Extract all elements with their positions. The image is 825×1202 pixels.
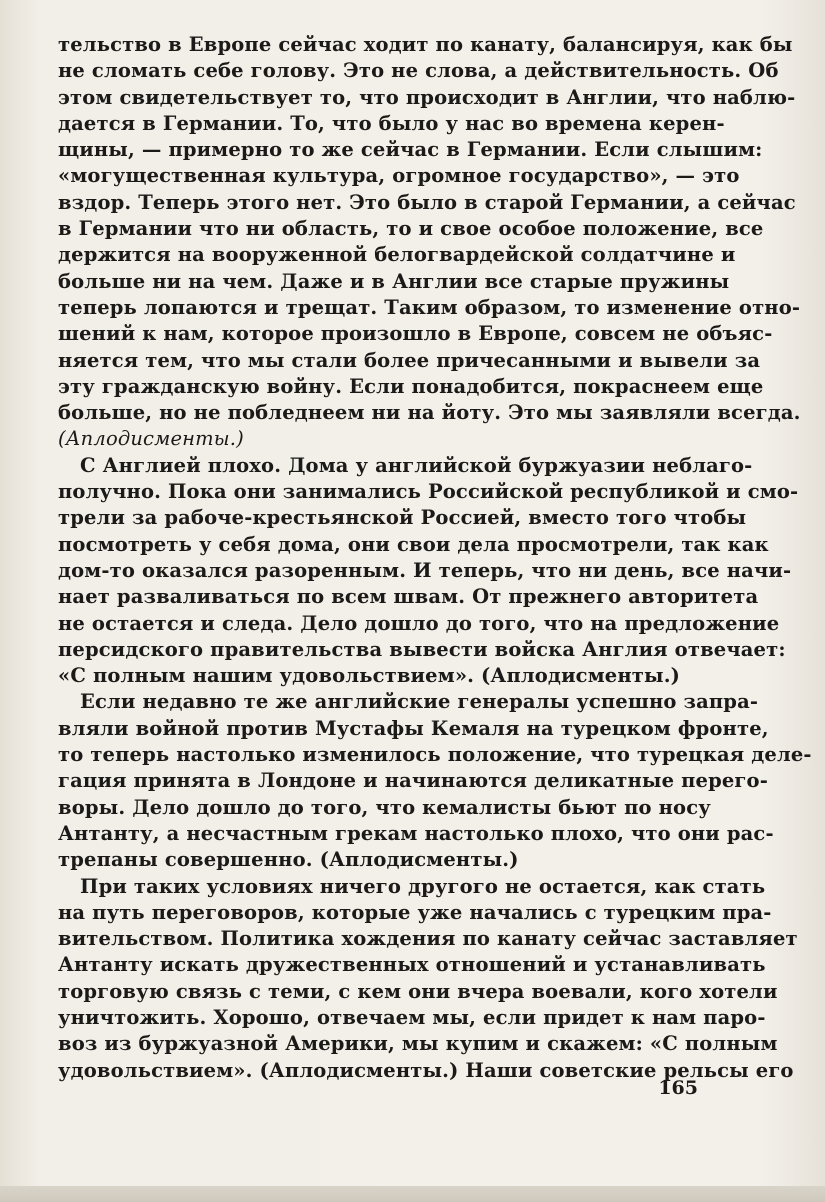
text-line: шений к нам, которое произошло в Европе, совсем не объяс- xyxy=(58,322,773,346)
text-line: уничтожить. Хорошо, отвечаем мы, если придет к нам паро- xyxy=(58,1005,766,1029)
applause-remark: (Аплодисменты.) xyxy=(58,427,244,451)
text-line: дается в Германии. То, что было у нас во времена керен- xyxy=(58,111,725,135)
text-line: торговую связь с теми, с кем они вчера воевали, кого хотели xyxy=(58,979,778,1003)
text-line: «С полным нашим удовольствием». (Аплодисменты.) xyxy=(58,664,681,688)
text-line: тельство в Европе сейчас ходит по канату, балансируя, как бы xyxy=(58,33,793,56)
text-line: воз из буржуазной Америки, мы купим и скажем: «С полным xyxy=(58,1032,778,1056)
text-line: гация принята в Лондоне и начинаются деликатные перего- xyxy=(58,769,768,793)
text-line: воры. Дело дошло до того, что кемалисты бьют по носу xyxy=(58,795,711,819)
text-line: «могущественная культура, огромное государство», — это xyxy=(58,164,740,188)
text-line: этом свидетельствует то, что происходит в Англии, что наблю- xyxy=(58,85,796,109)
text-line: няется тем, что мы стали более причесанными и вывели за xyxy=(58,348,761,372)
text-line: С Англией плохо. Дома у английской буржуазии неблаго- xyxy=(80,453,753,477)
body-text xyxy=(58,32,812,1084)
text-line: При таких условиях ничего другого не остается, как стать xyxy=(80,874,766,898)
text-line: вительством. Политика хождения по канату сейчас заставляет xyxy=(58,927,798,951)
text-line: держится на вооруженной белогвардейской солдатчине и xyxy=(58,243,736,267)
text-line: посмотреть у себя дома, они свои дела просмотрели, так как xyxy=(58,532,769,556)
text-line: больше, но не побледнеем ни на йоту. Это мы заявляли всегда. xyxy=(58,401,801,425)
text-line: в Германии что ни область, то и свое особое положение, все xyxy=(58,217,764,241)
text-line: эту гражданскую войну. Если понадобится, покраснеем еще xyxy=(58,374,764,398)
page-number: 165 xyxy=(658,1077,698,1099)
text-line: не сломать себе голову. Это не слова, а действительность. Об xyxy=(58,59,779,83)
text-line: то теперь настолько изменилось положение, что турецкая деле- xyxy=(58,743,812,767)
text-line: трели за рабоче-крестьянской Россией, вместо того чтобы xyxy=(58,506,747,530)
text-line: теперь лопаются и трещат. Таким образом, то изменение отно- xyxy=(58,295,801,319)
text-line: вляли войной против Мустафы Кемаля на турецком фронте, xyxy=(58,716,769,740)
text-line: на путь переговоров, которые уже начались с турецким пра- xyxy=(58,900,772,924)
text-line: получно. Пока они занимались Российской республикой и смо- xyxy=(58,480,799,504)
text-line: щины, — примерно то же сейчас в Германии. Если слышим: xyxy=(58,138,763,162)
text-line: больше ни на чем. Даже и в Англии все старые пружины xyxy=(58,269,730,293)
text-line: удовольствием». (Аплодисменты.) Наши советские рельсы его xyxy=(58,1058,794,1082)
text-line: Антанту, а несчастным грекам настолько плохо, что они рас- xyxy=(58,821,774,845)
text-line: трепаны совершенно. (Аплодисменты.) xyxy=(58,848,519,872)
text-line: Антанту искать дружественных отношений и устанавливать xyxy=(58,953,766,977)
page-bottom-edge xyxy=(0,1186,825,1202)
text-line: персидского правительства вывести войска Англия отвечает: xyxy=(58,637,786,661)
text-line: дом-то оказался разоренным. И теперь, что ни день, все начи- xyxy=(58,558,792,582)
text-line: вздор. Теперь этого нет. Это было в старой Германии, а сейчас xyxy=(58,190,796,214)
text-line: Если недавно те же английские генералы успешно запра- xyxy=(80,690,759,714)
text-line: не остается и следа. Дело дошло до того, что на предложение xyxy=(58,611,780,635)
text-line: нает разваливаться по всем швам. От прежнего авторитета xyxy=(58,585,759,609)
